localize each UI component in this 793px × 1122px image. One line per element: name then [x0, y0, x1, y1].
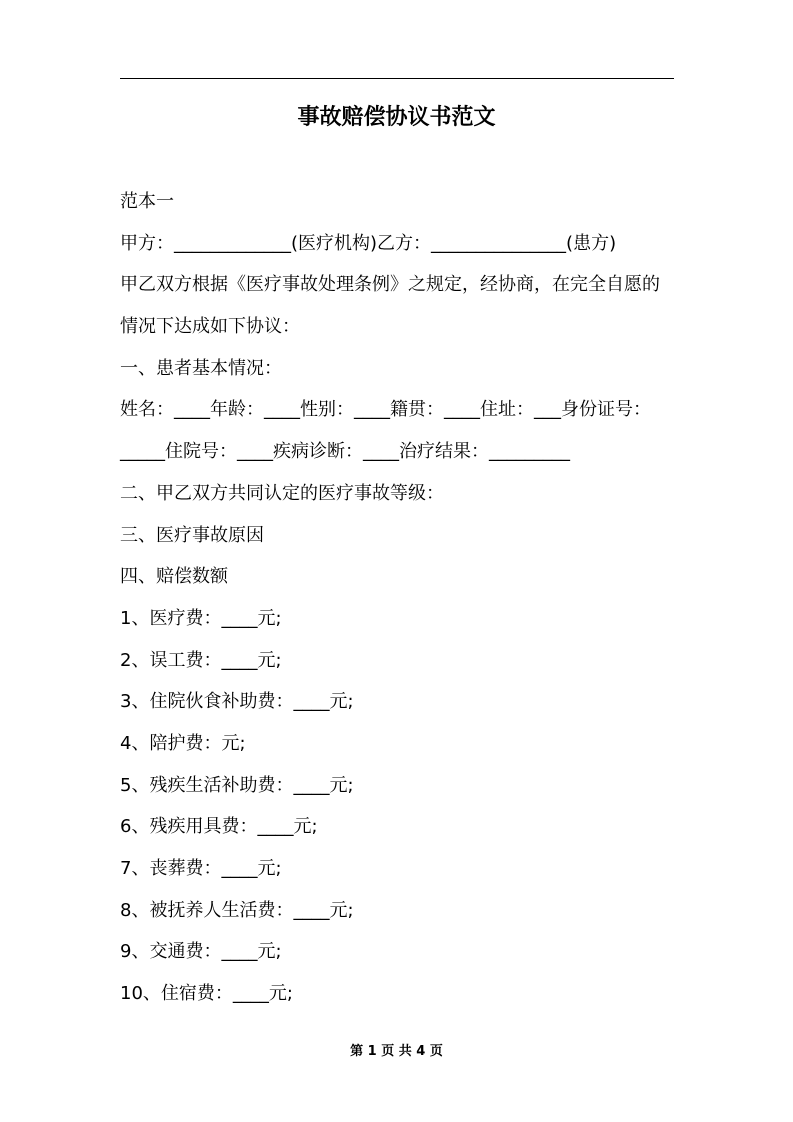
body-line: 姓名：____年龄：____性别：____籍贯：____住址：___身份证号： — [120, 399, 651, 421]
document-body — [120, 181, 680, 1015]
body-line: 6、残疾用具费：____元; — [120, 816, 318, 838]
body-line: 7、丧葬费：____元; — [120, 858, 282, 879]
body-line: _____住院号：____疾病诊断：____治疗结果：_________ — [120, 441, 570, 463]
body-line: 甲方：_____________(医疗机构)乙方：_______________(患方) — [120, 232, 617, 254]
body-line: 10、住宿费：____元; — [120, 983, 293, 1005]
body-line: 范本一 — [120, 191, 174, 212]
body-line: 9、交通费：____元; — [120, 941, 282, 963]
body-line: 四、赔偿数额 — [120, 566, 228, 588]
body-line: 8、被抚养人生活费：____元; — [120, 899, 354, 921]
body-line: 甲乙双方根据《医疗事故处理条例》之规定，经协商，在完全自愿的 — [120, 274, 660, 296]
body-line: 二、甲乙双方共同认定的医疗事故等级： — [120, 482, 444, 504]
document-title: 事故赔偿协议书范文 — [297, 105, 496, 130]
page-number: 第 1 页 共 4 页 — [350, 1044, 443, 1059]
body-line: 4、陪护费：元; — [120, 732, 246, 754]
body-line: 情况下达成如下协议： — [120, 316, 300, 338]
body-line: 2、误工费：____元; — [120, 649, 282, 671]
header-rule — [120, 78, 674, 79]
body-line: 5、残疾生活补助费：____元; — [120, 774, 354, 796]
body-line: 一、患者基本情况： — [120, 357, 282, 379]
body-line: 1、医疗费：____元; — [120, 607, 282, 629]
body-line: 三、医疗事故原因 — [120, 524, 264, 546]
body-line: 3、住院伙食补助费：____元; — [120, 691, 354, 713]
